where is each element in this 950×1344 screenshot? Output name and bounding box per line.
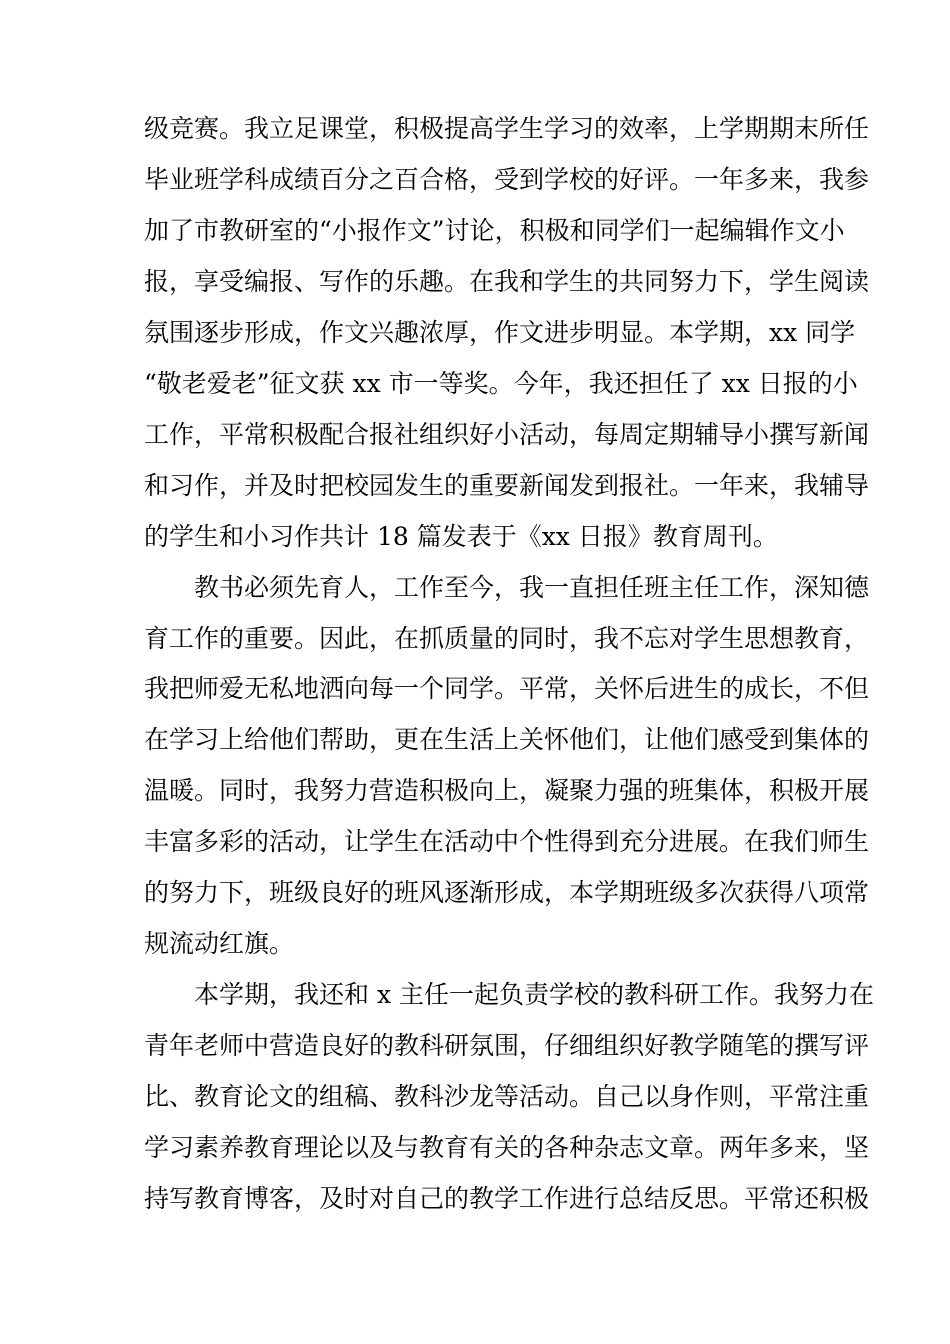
text-line: 比、教育论文的组稿、教科沙龙等活动。自己以身作则，平常注重 [144, 1082, 870, 1111]
text-line: 本学期，我还和 x 主任一起负责学校的教科研工作。我努力在 [194, 980, 874, 1009]
text-line: 级竞赛。我立足课堂，积极提高学生学习的效率，上学期期末所任 [144, 114, 870, 143]
text-line: 的学生和小习作共计 18 篇发表于《xx 日报》教育周刊。 [144, 522, 778, 551]
text-line: 毕业班学科成绩百分之百合格，受到学校的好评。一年多来，我参 [144, 165, 870, 194]
text-line: 报，享受编报、写作的乐趣。在我和学生的共同努力下，学生阅读 [144, 267, 870, 296]
text-line: 育工作的重要。因此，在抓质量的同时，我不忘对学生思想教育， [144, 624, 870, 653]
text-line: 氛围逐步形成，作文兴趣浓厚，作文进步明显。本学期，xx 同学 [144, 318, 856, 347]
text-line: 学习素养教育理论以及与教育有关的各种杂志文章。两年多来，坚 [144, 1133, 870, 1162]
text-line: 持写教育博客，及时对自己的教学工作进行总结反思。平常还积极 [144, 1184, 870, 1213]
text-line: 温暖。同时，我努力营造积极向上，凝聚力强的班集体，积极开展 [144, 776, 870, 805]
text-line: “敬老爱老”征文获 xx 市一等奖。今年，我还担任了 xx 日报的小 [144, 369, 858, 398]
text-line: 加了市教研室的“小报作文”讨论，积极和同学们一起编辑作文小 [144, 216, 845, 245]
text-line: 青年老师中营造良好的教科研氛围，仔细组织好教学随笔的撰写评 [144, 1031, 870, 1060]
text-line: 教书必须先育人，工作至今，我一直担任班主任工作，深知德 [194, 573, 870, 602]
text-line: 工作，平常积极配合报社组织好小活动，每周定期辅导小撰写新闻 [144, 420, 870, 449]
text-line: 丰富多彩的活动，让学生在活动中个性得到充分进展。在我们师生 [144, 827, 870, 856]
text-line: 我把师爱无私地洒向每一个同学。平常，关怀后进生的成长，不但 [144, 674, 870, 703]
text-line: 和习作，并及时把校园发生的重要新闻发到报社。一年来，我辅导 [144, 471, 870, 500]
text-line: 的努力下，班级良好的班风逐渐形成，本学期班级多次获得八项常 [144, 878, 870, 907]
text-line: 规流动红旗。 [144, 929, 295, 958]
text-line: 在学习上给他们帮助，更在生活上关怀他们，让他们感受到集体的 [144, 725, 870, 754]
